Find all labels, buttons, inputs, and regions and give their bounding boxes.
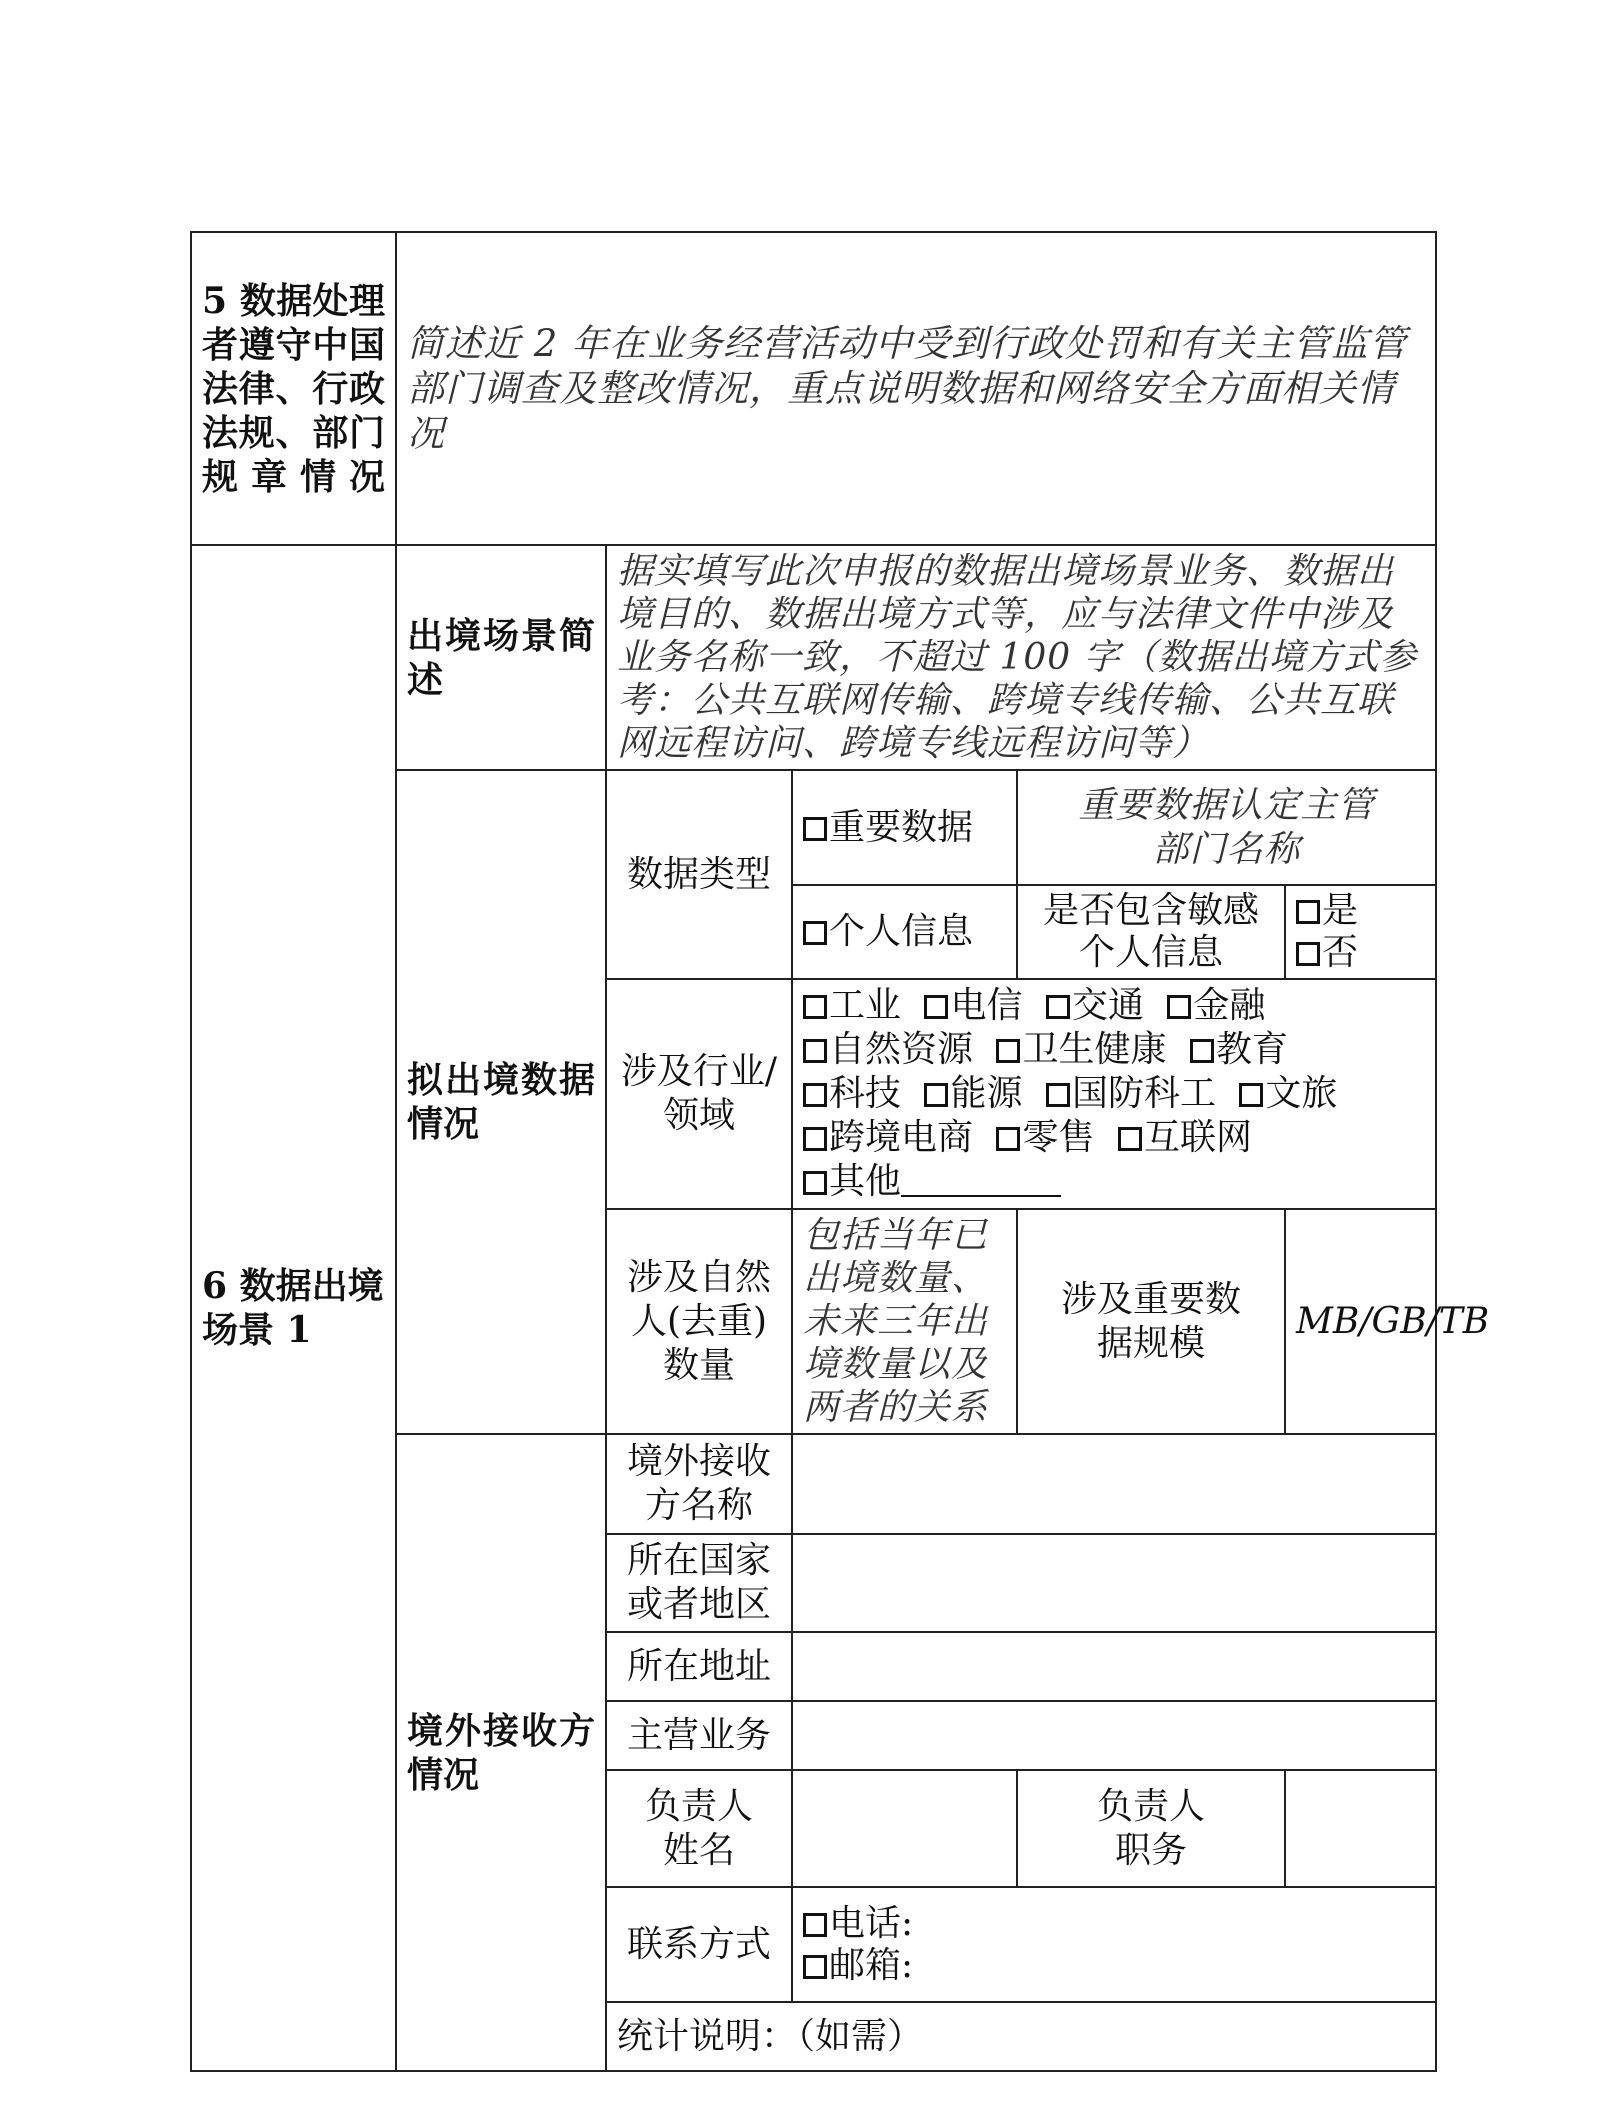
industry-checkbox[interactable]: [1190, 1039, 1214, 1063]
important-authority-hint[interactable]: 重要数据认定主管部门名称: [1017, 770, 1436, 885]
industry-checkbox[interactable]: [803, 995, 827, 1019]
industry-checkbox[interactable]: [1118, 1127, 1142, 1151]
important-scale-label: 涉及重要数据规模: [1017, 1209, 1285, 1434]
head-name-field[interactable]: [792, 1770, 1017, 1887]
data-type-label: 数据类型: [606, 770, 792, 979]
industry-option-label: 电信: [950, 985, 1023, 1026]
important-data-option[interactable]: [792, 770, 1017, 885]
industry-option-label: 其他: [829, 1161, 902, 1202]
email-option[interactable]: [803, 1945, 1425, 1987]
industry-option[interactable]: [803, 1029, 973, 1070]
industry-option[interactable]: [803, 985, 901, 1026]
industry-options: [792, 979, 1436, 1209]
phone-checkbox[interactable]: [803, 1913, 827, 1937]
industry-checkbox[interactable]: [803, 1127, 827, 1151]
persons-label: 涉及自然人(去重)数量: [606, 1209, 792, 1434]
industry-option-label: 能源: [950, 1073, 1023, 1114]
industry-label: 涉及行业/领域: [606, 979, 792, 1209]
important-data-text: 重要数据: [829, 806, 974, 848]
industry-option[interactable]: [803, 1161, 1061, 1202]
recipient-business-label: 主营业务: [606, 1701, 792, 1770]
industry-option[interactable]: [996, 1029, 1166, 1070]
industry-checkbox[interactable]: [1167, 995, 1191, 1019]
industry-option[interactable]: [924, 1073, 1022, 1114]
industry-option-label: 互联网: [1143, 1117, 1252, 1158]
sensitive-no-text: 否: [1322, 932, 1359, 973]
industry-checkbox[interactable]: [1046, 995, 1070, 1019]
head-title-field[interactable]: [1285, 1770, 1436, 1887]
industry-option-label: 交通: [1071, 985, 1144, 1026]
industry-option-label: 跨境电商: [829, 1117, 974, 1158]
industry-option[interactable]: [924, 985, 1022, 1026]
data-out-label: 拟出境数据情况: [396, 770, 606, 1434]
industry-option[interactable]: [1046, 1073, 1216, 1114]
recipient-address-field[interactable]: [792, 1632, 1436, 1701]
contact-options: [792, 1887, 1436, 2002]
email-checkbox[interactable]: [803, 1955, 827, 1979]
sensitive-yes-text: 是: [1322, 890, 1359, 931]
recipient-label: 境外接收方情况: [396, 1434, 606, 2071]
sensitive-no-checkbox[interactable]: [1296, 942, 1320, 966]
contact-label: 联系方式: [606, 1887, 792, 2002]
recipient-name-label: 境外接收方名称: [606, 1434, 792, 1534]
industry-option[interactable]: [1190, 1029, 1288, 1070]
section5-row: [191, 232, 1436, 545]
industry-option-label: 教育: [1215, 1029, 1288, 1070]
section5-hint[interactable]: 简述近 2 年在业务经营活动中受到行政处罚和有关主管监管部门调查及整改情况，重点说明数据和网络安全方面相关情况: [396, 232, 1436, 545]
industry-checkbox[interactable]: [803, 1083, 827, 1107]
scale-units[interactable]: MB/GB/TB: [1285, 1209, 1436, 1434]
industry-checkbox[interactable]: [803, 1171, 827, 1195]
industry-option-label: 工业: [829, 985, 902, 1026]
personal-info-option[interactable]: [792, 885, 1017, 979]
stats-note[interactable]: 统计说明：（如需）: [606, 2002, 1436, 2071]
section5-label: 5 数据处理者遵守中国法律、行政法规、部门规章情况: [191, 232, 396, 545]
email-label: 邮箱:: [829, 1944, 914, 1986]
phone-label: 电话:: [829, 1902, 914, 1944]
persons-hint[interactable]: 包括当年已出境数量、未来三年出境数量以及两者的关系: [792, 1209, 1017, 1434]
industry-option[interactable]: [1046, 985, 1144, 1026]
industry-checkbox[interactable]: [803, 1039, 827, 1063]
scenario-hint[interactable]: 据实填写此次申报的数据出境场景业务、数据出境目的、数据出境方式等，应与法律文件中涉及业务名称一致，不超过 100 字（数据出境方式参考：公共互联网传输、跨境专线传输、公共互联网远程访问、跨境专线远程访问等）: [606, 545, 1436, 770]
industry-option-label: 科技: [829, 1073, 902, 1114]
industry-option-label: 卫生健康: [1022, 1029, 1167, 1070]
declaration-form-table: [190, 231, 1490, 2072]
section6-label: 6 数据出境场景 1: [191, 545, 396, 2071]
head-title-label: 负责人职务: [1017, 1770, 1285, 1887]
recipient-business-field[interactable]: [792, 1701, 1436, 1770]
sensitive-question: 是否包含敏感个人信息: [1017, 885, 1285, 979]
scenario-row: [191, 545, 1436, 770]
head-name-label: 负责人姓名: [606, 1770, 792, 1887]
industry-checkbox[interactable]: [996, 1127, 1020, 1151]
industry-option-label: 文旅: [1265, 1073, 1338, 1114]
important-data-checkbox[interactable]: [803, 817, 827, 841]
recipient-name-field[interactable]: [792, 1434, 1436, 1534]
industry-option[interactable]: [1167, 985, 1265, 1026]
sensitive-yes-checkbox[interactable]: [1296, 900, 1320, 924]
industry-checkbox[interactable]: [996, 1039, 1020, 1063]
other-industry-blank[interactable]: [901, 1165, 1061, 1197]
industry-option[interactable]: [1118, 1117, 1252, 1158]
scenario-label: 出境场景简述: [396, 545, 606, 770]
industry-option[interactable]: [803, 1117, 973, 1158]
recipient-country-label: 所在国家或者地区: [606, 1534, 792, 1632]
recipient-country-field[interactable]: [792, 1534, 1436, 1632]
industry-option-label: 国防科工: [1071, 1073, 1216, 1114]
industry-option-label: 金融: [1193, 985, 1266, 1026]
phone-option[interactable]: [803, 1903, 1425, 1945]
personal-info-checkbox[interactable]: [803, 921, 827, 945]
industry-option[interactable]: [996, 1117, 1094, 1158]
industry-option[interactable]: [803, 1073, 901, 1114]
recipient-address-label: 所在地址: [606, 1632, 792, 1701]
sensitive-options: [1285, 885, 1436, 979]
sensitive-yes-option[interactable]: [1296, 890, 1425, 932]
industry-option[interactable]: [1239, 1073, 1337, 1114]
industry-option-label: 自然资源: [829, 1029, 974, 1070]
industry-option-label: 零售: [1022, 1117, 1095, 1158]
sensitive-no-option[interactable]: [1296, 932, 1425, 974]
personal-info-text: 个人信息: [829, 911, 974, 952]
industry-checkbox[interactable]: [924, 1083, 948, 1107]
industry-checkbox[interactable]: [1046, 1083, 1070, 1107]
industry-checkbox[interactable]: [1239, 1083, 1263, 1107]
industry-checkbox[interactable]: [924, 995, 948, 1019]
